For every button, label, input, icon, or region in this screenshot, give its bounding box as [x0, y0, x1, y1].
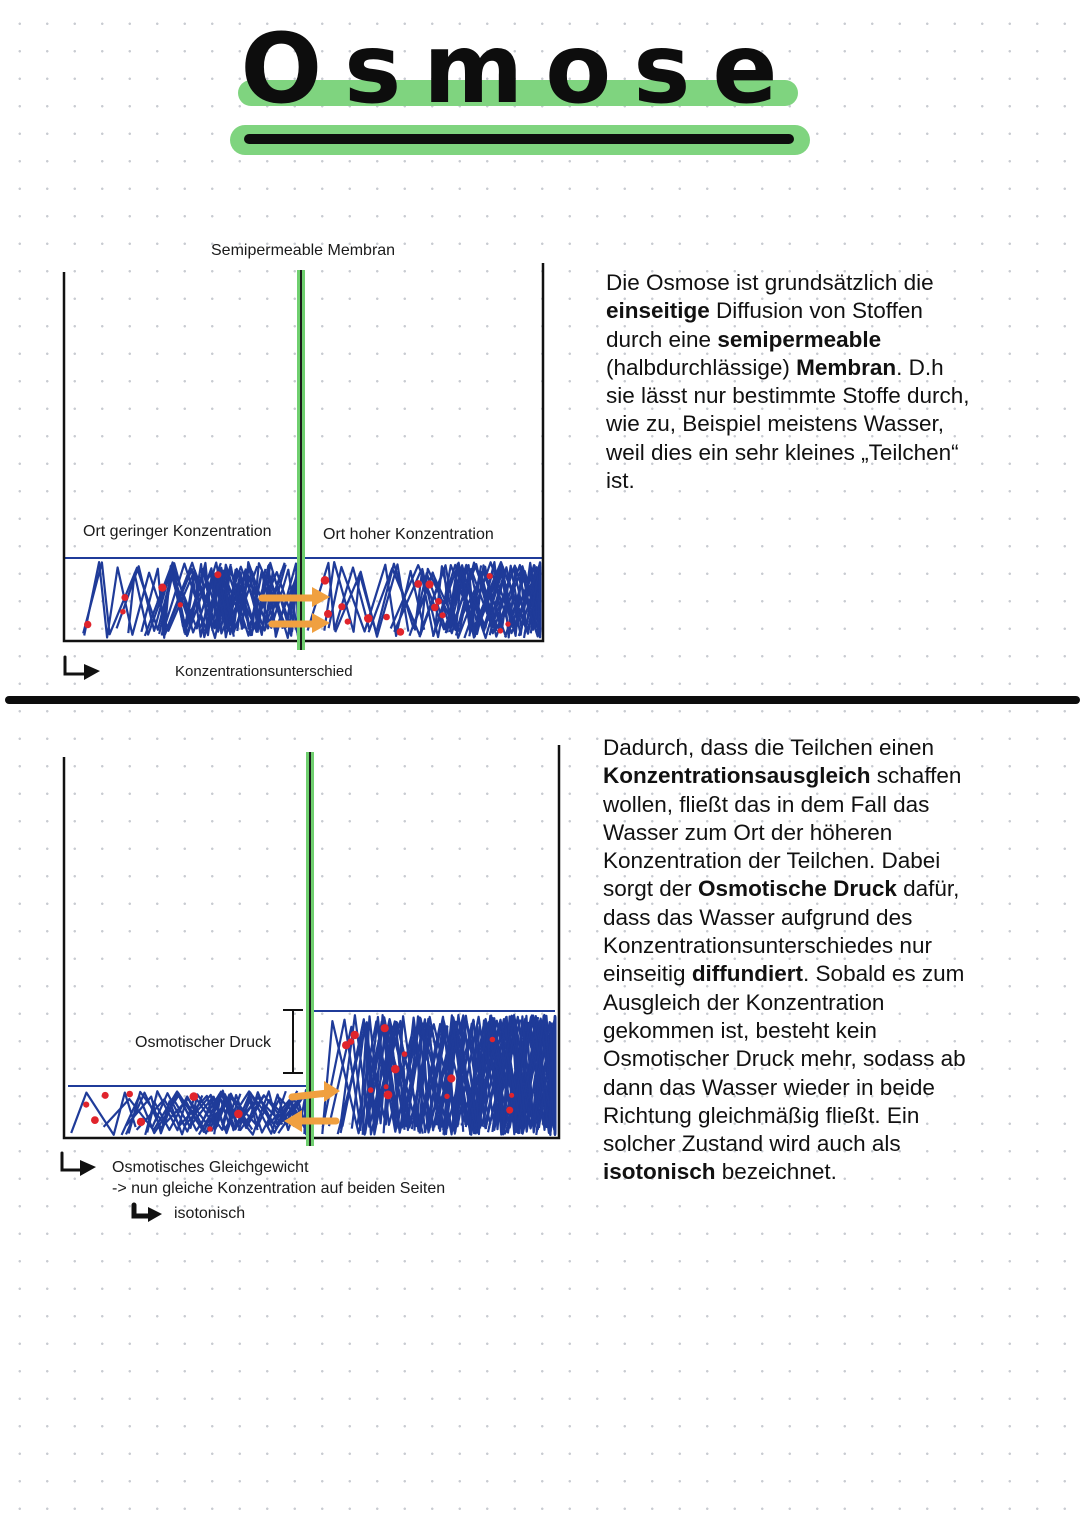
bold-term: Membran	[796, 354, 897, 380]
particle	[391, 1065, 400, 1074]
bold-term: einseitige	[606, 298, 710, 324]
bold-term: Konzentrationsausgleich	[603, 763, 871, 789]
osmosis-definition-text	[606, 269, 978, 495]
particle	[321, 576, 330, 585]
particle	[435, 598, 442, 605]
text-run: bezeichnet.	[715, 1159, 837, 1185]
text-run: (halbdurchlässige)	[606, 354, 797, 380]
particle	[190, 1092, 199, 1101]
osmotic-pressure-explanation-text	[603, 734, 995, 1187]
particle	[397, 628, 405, 636]
particle	[345, 619, 351, 625]
text-run: Diffusion von Stoffen durch eine	[606, 298, 923, 352]
particle	[324, 610, 332, 618]
title-text: Osmose	[240, 13, 800, 125]
text-run: . D.h sie lässt nur bestimmte Stoffe durch, wie zu, Beispiel meistens Wasser, weil dies ein sehr kleines „Teilchen“ ist.	[606, 354, 970, 494]
membrane-label: Semipermeable Membran	[211, 242, 396, 259]
particle	[351, 1031, 359, 1039]
particle	[509, 1093, 514, 1098]
hook-arrow-icon	[65, 657, 100, 680]
particle	[368, 1087, 374, 1093]
particle	[121, 594, 128, 601]
particle	[234, 1110, 243, 1119]
text-run: Dadurch, dass die Teilchen einen	[603, 735, 935, 760]
concentration-difference-label: Konzentrationsunterschied	[175, 663, 353, 680]
bold-term: Osmotische Druck	[698, 876, 897, 902]
pressure-bracket	[283, 1010, 303, 1073]
particle	[158, 584, 166, 592]
low-concentration-label: Ort geringer Konzentration	[83, 523, 272, 540]
bold-term: isotonisch	[603, 1159, 716, 1185]
bold-term: semipermeable	[717, 326, 882, 352]
diagram-concentration-difference	[64, 263, 543, 680]
particle	[120, 609, 126, 615]
particle	[431, 604, 439, 612]
bold-term: diffundiert	[691, 961, 804, 987]
particle	[178, 602, 183, 607]
text-run: Die Osmose ist grundsätzlich die	[606, 270, 934, 295]
particle	[91, 1116, 99, 1124]
particle	[447, 1074, 455, 1082]
text-run: schaffen wollen, fließt das in dem Fall das Wasser zum Ort der höheren Konzentration der Teilchen. Dabei sorgt der	[603, 763, 962, 902]
isotonic-label: isotonisch	[174, 1205, 246, 1222]
flow-arrow-icon	[292, 1093, 328, 1097]
particle	[83, 1102, 89, 1108]
particle	[384, 1091, 393, 1100]
particle	[84, 621, 91, 628]
particle	[444, 1094, 449, 1099]
osmotic-pressure-label: Osmotischer Druck	[135, 1034, 272, 1051]
particle	[137, 1118, 145, 1126]
particle	[348, 1038, 355, 1045]
particle	[487, 573, 493, 579]
particle	[506, 1107, 513, 1114]
text-run: dafür, dass das Wasser aufgrund des Konzentrationsunterschiedes nur einseitig	[603, 876, 960, 987]
water-stroke	[71, 1093, 135, 1135]
particle	[384, 1084, 389, 1089]
hook-arrow-icon	[62, 1153, 96, 1176]
text-run: . Sobald es zum Ausgleich der Konzentration gekommen ist, besteht kein Osmotischer Druck mehr, sodass ab dann das Wasser wieder in beide Richtung gleichmäßig fließt. Ein solcher Zustand wird auch als	[603, 961, 966, 1157]
high-concentration-label: Ort hoher Konzentration	[323, 526, 494, 543]
particle	[440, 612, 446, 618]
section-divider	[5, 696, 1080, 704]
particle	[214, 571, 221, 578]
particle	[490, 1037, 496, 1043]
particle	[102, 1092, 109, 1099]
particle	[414, 580, 422, 588]
particle	[338, 603, 345, 610]
particle	[505, 621, 510, 626]
particle	[425, 580, 433, 588]
equilibrium-label: Osmotisches Gleichgewicht	[112, 1159, 309, 1176]
particle	[207, 1126, 212, 1131]
diagram-osmotic-equilibrium	[62, 745, 559, 1222]
particle	[383, 614, 390, 621]
particle	[364, 614, 373, 623]
particle	[381, 1024, 389, 1032]
hook-arrow-icon	[134, 1205, 162, 1222]
particle	[402, 1051, 408, 1057]
equal-concentration-note: -> nun gleiche Konzentration auf beiden Seiten	[112, 1180, 446, 1197]
particle	[498, 628, 504, 634]
particle	[126, 1091, 133, 1098]
